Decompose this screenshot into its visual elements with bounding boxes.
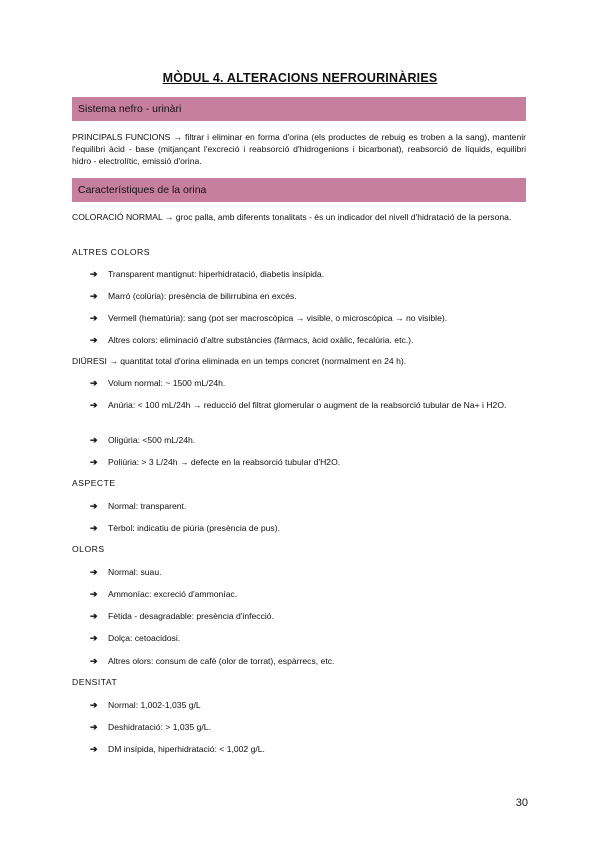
list-item: ➔ Fètida - desagradable: presència d'infecció. bbox=[90, 611, 274, 621]
functions-paragraph bbox=[72, 131, 526, 167]
right-arrow-icon: ➔ bbox=[90, 291, 98, 301]
functions-text: → filtrar i eliminar en forma d'orina (els productes de rebuig es troben a la sang), mantenir l'equilibri àcid - base (mitjançant l'excreció i reabsorció d'hidrogenions i bicarbonat), reabsorció de líquids, equilibri hidro - electrolític, emissió d'orina. bbox=[72, 132, 526, 166]
right-arrow-icon: ➔ bbox=[90, 501, 98, 511]
coloration-text: → groc palla, amb diferents tonalitats - és un indicador del nivell d'hidratació de la persona. bbox=[162, 212, 512, 222]
right-arrow-icon: ➔ bbox=[90, 335, 98, 345]
right-arrow-icon: ➔ bbox=[90, 523, 98, 533]
right-arrow-icon: ➔ bbox=[90, 633, 98, 643]
list-item: ➔ Volum normal: ~ 1500 mL/24h. bbox=[90, 378, 226, 388]
list-item: ➔ Oligúria: <500 mL/24h. bbox=[90, 435, 196, 445]
list-item: ➔ Tèrbol: indicatiu de piúria (presència de pus). bbox=[90, 523, 280, 533]
altres-colors-heading: ALTRES COLORS bbox=[72, 247, 150, 257]
list-item: ➔ Vermell (hematúria): sang (pot ser macroscòpica → visible, o microscòpica → no visible). bbox=[90, 313, 448, 323]
right-arrow-icon: ➔ bbox=[90, 400, 98, 410]
list-item: ➔ DM insípida, hiperhidratació: < 1,002 g/L. bbox=[90, 744, 265, 754]
right-arrow-icon: ➔ bbox=[90, 313, 98, 323]
densitat-heading: DENSITAT bbox=[72, 677, 118, 687]
page-number: 30 bbox=[515, 797, 528, 809]
list-item: ➔ Altres olors: consum de cafè (olor de torrat), espàrrecs, etc. bbox=[90, 656, 335, 666]
functions-label: PRINCIPALS FUNCIONS bbox=[72, 132, 171, 142]
list-item: ➔ Normal: transparent. bbox=[90, 501, 187, 511]
right-arrow-icon: ➔ bbox=[90, 589, 98, 599]
list-item: ➔ Altres colors: eliminació d'altre substàncies (fàrmacs, àcid oxàlic, fecalúria. etc.). bbox=[90, 335, 414, 345]
list-item: ➔ Normal: 1,002-1,035 g/L bbox=[90, 700, 201, 710]
list-item: ➔ Normal: suau. bbox=[90, 567, 162, 577]
right-arrow-icon: ➔ bbox=[90, 435, 98, 445]
aspecte-heading: ASPECTE bbox=[72, 478, 116, 488]
right-arrow-icon: ➔ bbox=[90, 269, 98, 279]
list-item: ➔ Marró (colúria): presència de bilirrubina en excés. bbox=[90, 291, 297, 301]
diuresi-label: DIÜRESI bbox=[72, 356, 107, 366]
coloration-paragraph bbox=[72, 211, 526, 223]
right-arrow-icon: ➔ bbox=[90, 611, 98, 621]
list-item: ➔ Poliúria: > 3 L/24h → defecte en la reabsorció tubular d'H2O. bbox=[90, 457, 341, 467]
list-item: ➔ Deshidratació: > 1,035 g/L. bbox=[90, 722, 211, 732]
list-item: ➔ Dolça: cetoacidosi. bbox=[90, 633, 181, 643]
list-item: ➔ Anúria: < 100 mL/24h → reducció del filtrat glomerular o augment de la reabsorció tubular de Na+ i H2O. bbox=[90, 400, 507, 410]
right-arrow-icon: ➔ bbox=[90, 722, 98, 732]
list-item: ➔ Ammoníac: excreció d'ammoníac. bbox=[90, 589, 238, 599]
diuresi-paragraph bbox=[72, 355, 526, 367]
right-arrow-icon: ➔ bbox=[90, 457, 98, 467]
coloration-label: COLORACIÓ NORMAL bbox=[72, 212, 163, 222]
right-arrow-icon: ➔ bbox=[90, 744, 98, 754]
right-arrow-icon: ➔ bbox=[90, 700, 98, 710]
list-item: ➔ Transparent mantignut: hiperhidratació, diabetis insípida. bbox=[90, 269, 325, 279]
right-arrow-icon: ➔ bbox=[90, 378, 98, 388]
page-title: MÒDUL 4. ALTERACIONS NEFROURINÀRIES bbox=[162, 71, 438, 85]
section-header-sistema: Sistema nefro - urinàri bbox=[72, 97, 526, 121]
section-header-caracteristiques: Característiques de la orina bbox=[72, 178, 526, 202]
diuresi-text: → quantitat total d'orina eliminada en un temps concret (normalment en 24 h). bbox=[106, 356, 407, 366]
right-arrow-icon: ➔ bbox=[90, 656, 98, 666]
olors-heading: OLORS bbox=[72, 544, 105, 554]
right-arrow-icon: ➔ bbox=[90, 567, 98, 577]
